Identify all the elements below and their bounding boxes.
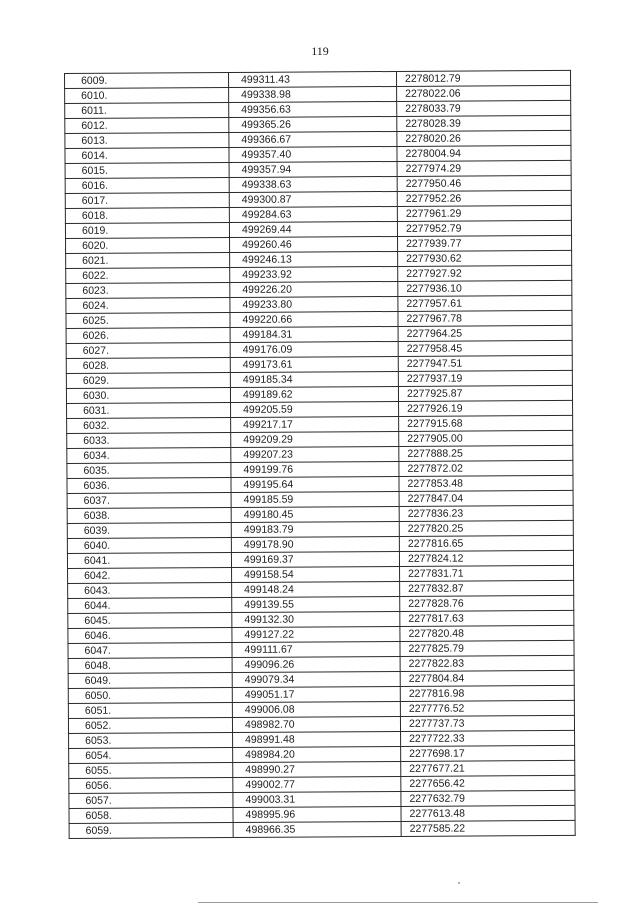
easting-cell: 499178.90 — [231, 536, 399, 552]
northing-cell: 2277817.63 — [400, 610, 574, 626]
serial-number-cell: 6044. — [68, 597, 232, 613]
coordinate-table-body — [65, 70, 576, 838]
serial-number-cell: 6026. — [66, 327, 230, 343]
serial-number-cell: 6045. — [68, 612, 232, 628]
serial-number-cell: 6020. — [66, 237, 230, 253]
easting-cell: 499006.08 — [232, 701, 400, 717]
serial-number-cell: 6038. — [67, 507, 231, 523]
serial-number-cell: 6053. — [69, 732, 233, 748]
serial-number-cell: 6041. — [67, 552, 231, 568]
easting-cell: 498990.27 — [233, 761, 401, 777]
easting-cell: 499169.37 — [231, 551, 399, 567]
serial-number-cell: 6015. — [65, 162, 229, 178]
northing-cell: 2277585.22 — [401, 820, 575, 836]
northing-cell: 2277737.73 — [400, 715, 574, 731]
easting-cell: 499300.87 — [229, 191, 397, 207]
easting-cell: 499096.26 — [232, 656, 400, 672]
northing-cell: 2277927.92 — [398, 265, 572, 281]
easting-cell: 498966.35 — [233, 821, 401, 837]
northing-cell: 2277925.87 — [398, 385, 572, 401]
northing-cell: 2277820.48 — [400, 625, 574, 641]
northing-cell: 2277816.98 — [400, 685, 574, 701]
serial-number-cell: 6030. — [66, 387, 230, 403]
easting-cell: 499185.59 — [231, 491, 399, 507]
serial-number-cell: 6056. — [69, 777, 233, 793]
serial-number-cell: 6009. — [65, 72, 229, 88]
easting-cell: 499195.64 — [231, 476, 399, 492]
northing-cell: 2277952.26 — [397, 190, 571, 206]
serial-number-cell: 6025. — [66, 312, 230, 328]
serial-number-cell: 6052. — [68, 717, 232, 733]
bottom-rule — [198, 902, 598, 903]
serial-number-cell: 6019. — [65, 222, 229, 238]
scan-speck — [458, 882, 460, 884]
northing-cell: 2277930.62 — [398, 250, 572, 266]
northing-cell: 2277847.04 — [399, 490, 573, 506]
northing-cell: 2277967.78 — [398, 310, 572, 326]
northing-cell: 2277888.25 — [399, 445, 573, 461]
serial-number-cell: 6034. — [67, 447, 231, 463]
easting-cell: 499111.67 — [232, 641, 400, 657]
northing-cell: 2277947.51 — [398, 355, 572, 371]
easting-cell: 499079.34 — [232, 671, 400, 687]
northing-cell: 2277656.42 — [401, 775, 575, 791]
easting-cell: 498982.70 — [232, 716, 400, 732]
northing-cell: 2277939.77 — [398, 235, 572, 251]
easting-cell: 498984.20 — [233, 746, 401, 762]
easting-cell: 499338.98 — [229, 86, 397, 102]
serial-number-cell: 6048. — [68, 657, 232, 673]
northing-cell: 2277804.84 — [400, 670, 574, 686]
easting-cell: 499132.30 — [232, 611, 400, 627]
northing-cell: 2277825.79 — [400, 640, 574, 656]
northing-cell: 2277957.61 — [398, 295, 572, 311]
easting-cell: 499217.17 — [231, 416, 399, 432]
serial-number-cell: 6018. — [65, 207, 229, 223]
northing-cell: 2277677.21 — [401, 760, 575, 776]
easting-cell: 499233.92 — [230, 266, 398, 282]
serial-number-cell: 6012. — [65, 117, 229, 133]
page-number: 119 — [311, 44, 329, 58]
easting-cell: 499226.20 — [230, 281, 398, 297]
serial-number-cell: 6039. — [67, 522, 231, 538]
serial-number-cell: 6047. — [68, 642, 232, 658]
easting-cell: 499260.46 — [230, 236, 398, 252]
easting-cell: 499365.26 — [229, 116, 397, 132]
easting-cell: 499189.62 — [230, 386, 398, 402]
easting-cell: 499246.13 — [230, 251, 398, 267]
northing-cell: 2278020.26 — [397, 130, 571, 146]
northing-cell: 2277950.46 — [397, 175, 571, 191]
serial-number-cell: 6014. — [65, 147, 229, 163]
easting-cell: 499185.34 — [230, 371, 398, 387]
easting-cell: 499366.67 — [229, 131, 397, 147]
easting-cell: 499199.76 — [231, 461, 399, 477]
serial-number-cell: 6021. — [66, 252, 230, 268]
northing-cell: 2277831.71 — [400, 565, 574, 581]
serial-number-cell: 6054. — [69, 747, 233, 763]
easting-cell: 499002.77 — [233, 776, 401, 792]
easting-cell: 499180.45 — [231, 506, 399, 522]
northing-cell: 2277964.25 — [398, 325, 572, 341]
easting-cell: 499051.17 — [232, 686, 400, 702]
easting-cell: 499183.79 — [231, 521, 399, 537]
serial-number-cell: 6036. — [67, 477, 231, 493]
easting-cell: 499127.22 — [232, 626, 400, 642]
easting-cell: 499233.80 — [230, 296, 398, 312]
easting-cell: 499139.55 — [232, 596, 400, 612]
serial-number-cell: 6031. — [67, 402, 231, 418]
northing-cell: 2277961.29 — [397, 205, 571, 221]
serial-number-cell: 6010. — [65, 87, 229, 103]
serial-number-cell: 6043. — [68, 582, 232, 598]
easting-cell: 499338.63 — [229, 176, 397, 192]
northing-cell: 2277952.79 — [397, 220, 571, 236]
northing-cell: 2277832.87 — [400, 580, 574, 596]
serial-number-cell: 6013. — [65, 132, 229, 148]
easting-cell: 499220.66 — [230, 311, 398, 327]
easting-cell: 499269.44 — [229, 221, 397, 237]
serial-number-cell: 6037. — [67, 492, 231, 508]
serial-number-cell: 6011. — [65, 102, 229, 118]
serial-number-cell: 6022. — [66, 267, 230, 283]
serial-number-cell: 6029. — [66, 372, 230, 388]
easting-cell: 499209.29 — [231, 431, 399, 447]
northing-cell: 2277974.29 — [397, 160, 571, 176]
serial-number-cell: 6024. — [66, 297, 230, 313]
serial-number-cell: 6027. — [66, 342, 230, 358]
easting-cell: 499284.63 — [229, 206, 397, 222]
northing-cell: 2277613.48 — [401, 805, 575, 821]
northing-cell: 2278028.39 — [397, 115, 571, 131]
serial-number-cell: 6035. — [67, 462, 231, 478]
serial-number-cell: 6017. — [65, 192, 229, 208]
northing-cell: 2278022.06 — [397, 85, 571, 101]
northing-cell: 2277828.76 — [400, 595, 574, 611]
serial-number-cell: 6046. — [68, 627, 232, 643]
northing-cell: 2277632.79 — [401, 790, 575, 806]
serial-number-cell: 6059. — [69, 822, 233, 838]
serial-number-cell: 6042. — [68, 567, 232, 583]
northing-cell: 2277820.25 — [399, 520, 573, 536]
easting-cell: 499357.94 — [229, 161, 397, 177]
serial-number-cell: 6033. — [67, 432, 231, 448]
serial-number-cell: 6057. — [69, 792, 233, 808]
serial-number-cell: 6028. — [66, 357, 230, 373]
northing-cell: 2278012.79 — [396, 70, 570, 86]
northing-cell: 2277698.17 — [401, 745, 575, 761]
serial-number-cell: 6051. — [68, 702, 232, 718]
northing-cell: 2277816.65 — [399, 535, 573, 551]
serial-number-cell: 6040. — [67, 537, 231, 553]
northing-cell: 2277836.23 — [399, 505, 573, 521]
easting-cell: 499003.31 — [233, 791, 401, 807]
easting-cell: 499356.63 — [229, 101, 397, 117]
northing-cell: 2277936.10 — [398, 280, 572, 296]
easting-cell: 498991.48 — [233, 731, 401, 747]
easting-cell: 498995.96 — [233, 806, 401, 822]
northing-cell: 2278004.94 — [397, 145, 571, 161]
northing-cell: 2277824.12 — [399, 550, 573, 566]
table-row — [69, 820, 575, 838]
easting-cell: 499158.54 — [232, 566, 400, 582]
serial-number-cell: 6032. — [67, 417, 231, 433]
northing-cell: 2277915.68 — [399, 415, 573, 431]
easting-cell: 499184.31 — [230, 326, 398, 342]
easting-cell: 499207.23 — [231, 446, 399, 462]
northing-cell: 2277958.45 — [398, 340, 572, 356]
northing-cell: 2277937.19 — [398, 370, 572, 386]
northing-cell: 2278033.79 — [397, 100, 571, 116]
easting-cell: 499311.43 — [228, 71, 396, 87]
serial-number-cell: 6058. — [69, 807, 233, 823]
serial-number-cell: 6023. — [66, 282, 230, 298]
easting-cell: 499357.40 — [229, 146, 397, 162]
coordinate-table — [64, 70, 576, 839]
northing-cell: 2277822.83 — [400, 655, 574, 671]
easting-cell: 499148.24 — [232, 581, 400, 597]
northing-cell: 2277905.00 — [399, 430, 573, 446]
northing-cell: 2277776.52 — [400, 700, 574, 716]
northing-cell: 2277722.33 — [401, 730, 575, 746]
easting-cell: 499205.59 — [231, 401, 399, 417]
northing-cell: 2277926.19 — [399, 400, 573, 416]
easting-cell: 499176.09 — [230, 341, 398, 357]
serial-number-cell: 6016. — [65, 177, 229, 193]
easting-cell: 499173.61 — [230, 356, 398, 372]
serial-number-cell: 6055. — [69, 762, 233, 778]
northing-cell: 2277872.02 — [399, 460, 573, 476]
serial-number-cell: 6049. — [68, 672, 232, 688]
serial-number-cell: 6050. — [68, 687, 232, 703]
northing-cell: 2277853.48 — [399, 475, 573, 491]
